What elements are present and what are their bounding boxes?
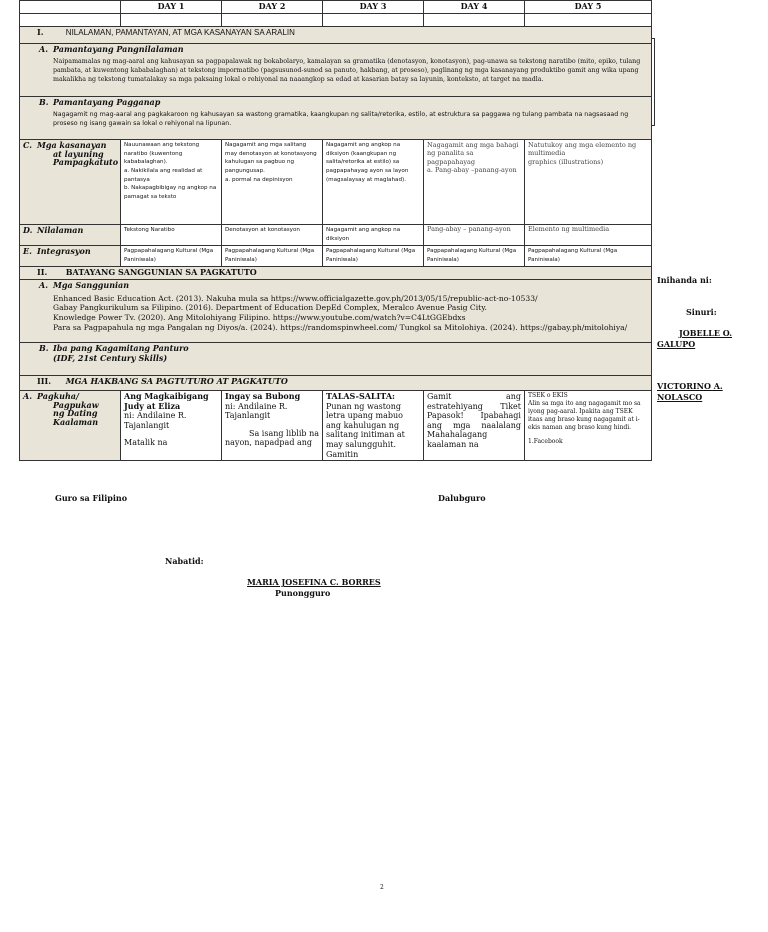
checked-label: Sinuri:	[686, 307, 717, 317]
c-day-1: Nauunawaan ang tekstong naratibo (kuwentong kababalaghan). a. Nakikilala ang realidad at pantasya b. Nakapagbibigay ng angkop na pamagat sa teksto	[121, 140, 222, 225]
c-day-2: Nagagamit ang mga salitang may denotasyon at konotasyong kahulugan sa pagbuo ng pangungusap. a. pormal na depinisyon	[222, 140, 323, 225]
act-day-5: TSEK o EKIS Alin sa mga ito ang nagagamit mo sa iyong pag-aaral. Ipakita ang TSEK itaas ang braso kung nagagamit at i-ekis naman ang braso kung hindi. 1.Facebook	[525, 391, 652, 461]
c-day-3: Nagagamit ang angkop na diksiyon (kaangkupan ng salita/retorika at estilo) sa pagpapahayag ayon sa layon (magsalaysay at maglahad).	[323, 140, 424, 225]
reference-item: • Gabay Pangkurikulum sa Filipino. (2016). Department of Education DepEd Complex, Meralco Avenue Pasig City.	[25, 303, 648, 313]
section-3-row	[20, 376, 652, 391]
day-4-header: DAY 4	[424, 1, 525, 14]
s2b-title: Iba pang Kagamitang Panturo	[53, 343, 189, 353]
day-5-header: DAY 5	[525, 1, 652, 14]
d-day-5: Elemento ng multimedia	[525, 225, 652, 246]
act-day-1: Ang Magkaibigang Judy at Eliza ni: Andilaine R. Tajanlangit Matalik na	[121, 391, 222, 461]
s3a-title-2: Pagpukaw	[53, 399, 99, 410]
a-title: Pamantayang Pangnilalaman	[53, 44, 184, 54]
section-1-title: NILALAMAN, PAMANTAYAN, AT MGA KASANAYAN SA ARALIN	[65, 28, 295, 37]
checked-by-name: VICTORINO A. NOLASCO	[657, 381, 723, 402]
a-text: Naipamamalas ng mag-aaral ang kahusayan sa pagpapalawak ng bokabolaryo, kamalayan sa gramatika (denotasyon, konotasyon), pag-unawa sa tekstong naratibo (mito, epiko, tulang pambata, at kuwentong kababalaghan) at tekstong impormatibo (pagsusunod-sunod sa panuto, hakbang, at proseso), paglinang ng mga kasanayang produktibo gamit ang wika upang makalikha ng tekstong tumatalakay sa mga paksaing lokal o rehiyonal na naaangkop sa edad at kasarian batay sa layunin, konteksto, at target na madla.	[53, 57, 641, 83]
e-title: Integrasyon	[37, 246, 91, 256]
header-empty-cell	[20, 1, 121, 14]
d-day-3: Nagagamit ang angkop na diksiyon	[323, 225, 424, 246]
reference-list	[23, 294, 648, 333]
section-2-title: BATAYANG SANGGUNIAN SA PAGKATUTO	[65, 267, 257, 277]
nilalaman-row	[20, 225, 652, 246]
c-label: C.	[23, 140, 33, 150]
s2a-label: A.	[39, 280, 48, 290]
prepared-label: Inihanda ni:	[657, 275, 712, 285]
pagkuha-row	[20, 391, 652, 461]
table-frame-edge	[651, 38, 655, 126]
a-label: A.	[39, 44, 48, 54]
d-title: Nilalaman	[37, 225, 84, 235]
s3a-title-4: Kaalaman	[53, 416, 99, 427]
section-2-number: II.	[37, 267, 48, 277]
e-day-4: Pagpapahalagang Kultural (Mga Paniniwala)	[424, 246, 525, 267]
role-teacher: Guro sa Filipino	[55, 493, 128, 503]
prepared-by-name: JOBELLE O. GALUPO	[657, 328, 733, 349]
c-title-1: Mga kasanayan	[37, 140, 107, 150]
section-3-number: III.	[37, 376, 52, 386]
e-day-2: Pagpapahalagang Kultural (Mga Paniniwala)	[222, 246, 323, 267]
e-day-5: Pagpapahalagang Kultural (Mga Paniniwala)	[525, 246, 652, 267]
s2b-sub: (IDF, 21st Century Skills)	[53, 352, 168, 363]
reference-item: • Para sa Pagpapahula ng mga Pangalan ng Diyos/a. (2024). https://randomspinwheel.com/ Tungkol sa Mitolohiya. (2024). https://gabay.ph/mitolohiya/	[25, 323, 648, 333]
section-1-number: I.	[37, 27, 44, 37]
s3a-label: A.	[23, 391, 32, 401]
sanggunian-row	[20, 280, 652, 343]
c-title-3: Pampagkatuto	[53, 157, 119, 168]
d-label: D.	[23, 225, 33, 235]
section-3-title: MGA HAKBANG SA PAGTUTURO AT PAGKATUTO	[65, 376, 288, 386]
e-day-3: Pagpapahalagang Kultural (Mga Paniniwala)	[323, 246, 424, 267]
b-title: Pamantayang Pagganap	[53, 97, 161, 107]
day-2-header: DAY 2	[222, 1, 323, 14]
act-day-4: Gamit ang estratehiyang Tiket Papasok! Ipabahagi ang mga naalalang Mahahalagang kaalaman na	[424, 391, 525, 461]
kagamitang-panturo-row	[20, 343, 652, 376]
c-day-5: Natutukoy ang mga elemento ng multimedia graphics (illustrations)	[525, 140, 652, 225]
d-day-2: Denotasyon at konotasyon	[222, 225, 323, 246]
b-label: B.	[39, 97, 49, 107]
day-1-header: DAY 1	[121, 1, 222, 14]
b-text: Nagagamit ng mag-aaral ang pagkakaroon ng kahusayan sa wastong gramatika, kaangkupan ng salita/retorika, estilo, at estruktura sa paggawa ng tulang pambata na nagsasaad ng proseso ng isang gawain sa lokal o rehiyonal na lipunan.	[53, 110, 629, 128]
e-day-1: Pagpapahalagang Kultural (Mga Paniniwala)	[121, 246, 222, 267]
reference-item: • Enhanced Basic Education Act. (2013). Nakuha mula sa https://www.officialgazette.gov.ph/2013/05/15/republic-act-no-10533/	[25, 294, 648, 304]
pamantayang-pagganap-row	[20, 97, 652, 140]
reference-item: • Knowledge Power Tv. (2020). Ang Mitolohiyang Filipino. https://www.youtube.com/watch?v=C4LtGGEbdxs	[25, 313, 648, 323]
s2b-label: B.	[39, 343, 49, 353]
s2a-title: Mga Sanggunian	[53, 280, 130, 290]
day-header-row	[20, 1, 652, 14]
principal-name: MARIA JOSEFINA C. BORRES	[247, 577, 381, 587]
s3a-title-1: Pagkuha/	[37, 391, 79, 401]
d-day-1: Tekstong Naratibo	[121, 225, 222, 246]
act-day-2: Ingay sa Bubong ni: Andilaine R. Tajanlangit Sa isang liblib na nayon, napadpad ang	[222, 391, 323, 461]
d-day-4: Pang-abay – panang-ayon	[424, 225, 525, 246]
principal-role: Punongguro	[275, 588, 331, 598]
role-master-teacher: Dalubguro	[438, 493, 486, 503]
section-2-row	[20, 267, 652, 280]
act-day-3: TALAS-SALITA: Punan ng wastong letra upang mabuo ang kahulugan ng salitang initiman at may salungguhit. Gamitin	[323, 391, 424, 461]
blank-row	[20, 14, 652, 27]
page-number: 2	[380, 884, 384, 891]
c-title-2: at layuning	[53, 148, 104, 159]
noted-label: Nabatid:	[165, 556, 204, 566]
pamantayang-pangnilalaman-row	[20, 44, 652, 97]
e-label: E.	[23, 246, 32, 256]
day-3-header: DAY 3	[323, 1, 424, 14]
section-1-row	[20, 27, 652, 44]
c-day-4: Nagagamit ang mga bahagi ng panalita sa pagpapahayag a. Pang-abay –panang-ayon	[424, 140, 525, 225]
integrasyon-row	[20, 246, 652, 267]
kasanayan-row	[20, 140, 652, 225]
daily-lesson-log-table	[19, 0, 652, 461]
s3a-title-3: ng Dating	[53, 408, 98, 419]
